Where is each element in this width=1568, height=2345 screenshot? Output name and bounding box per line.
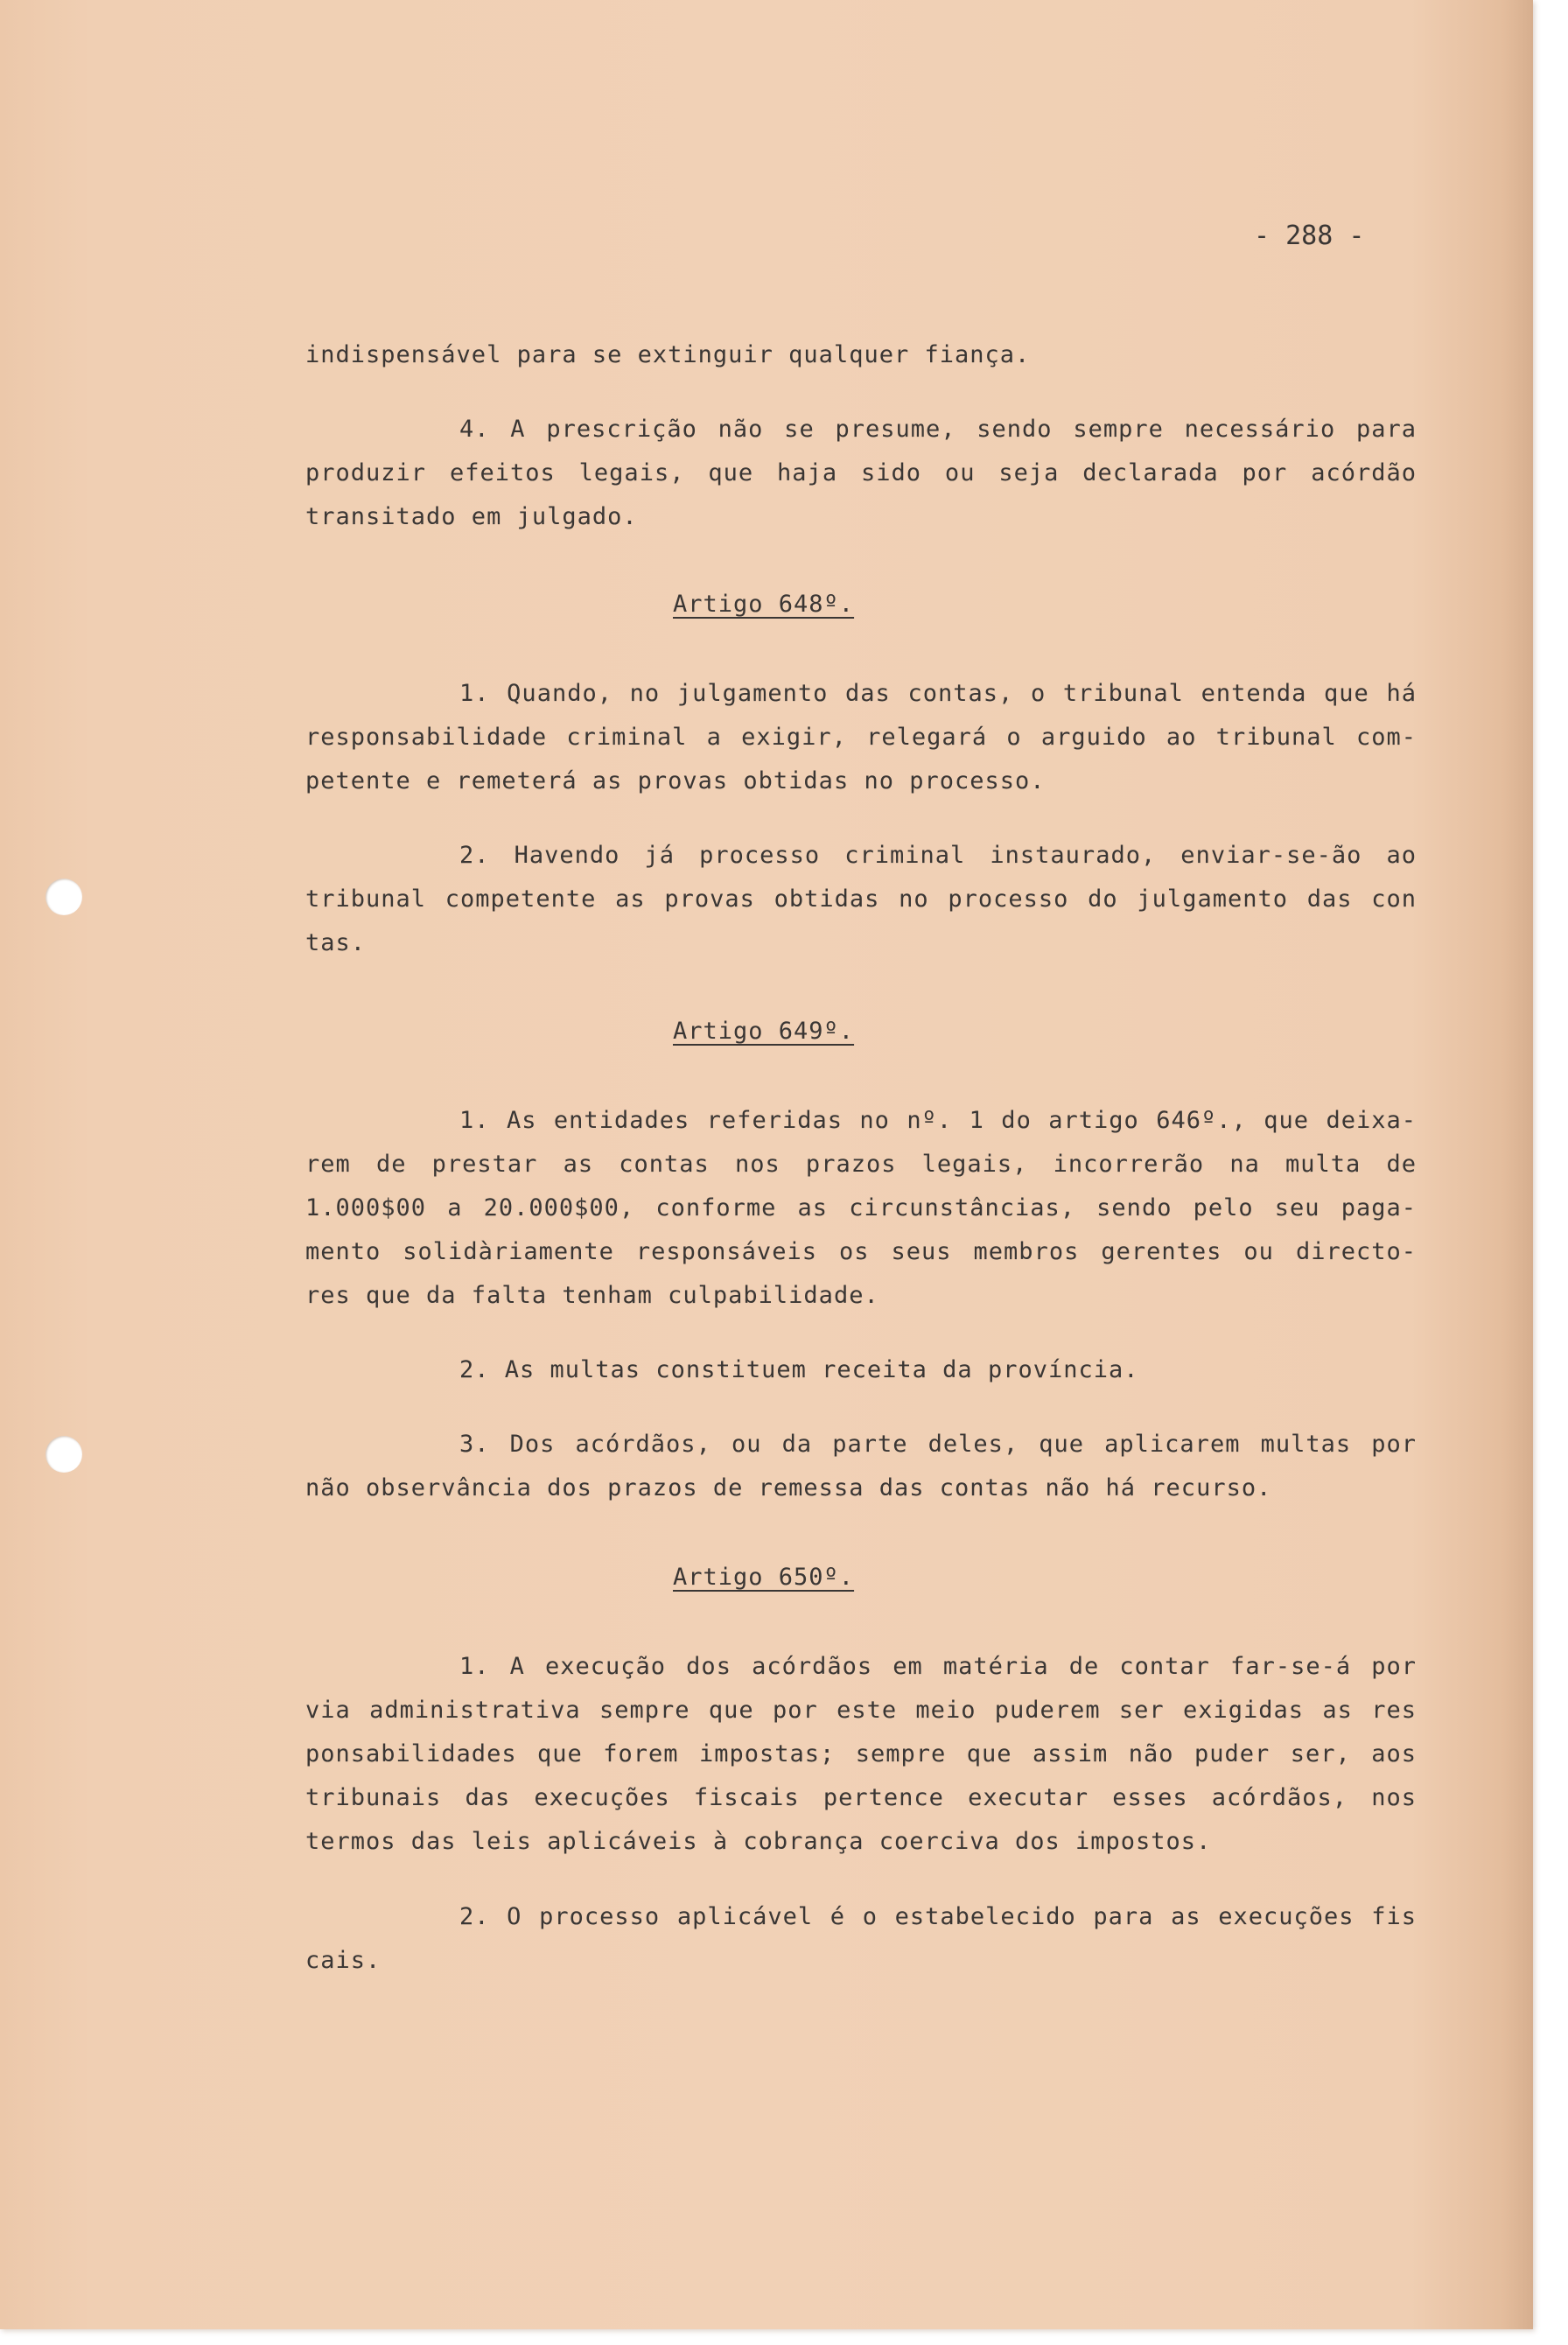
text-line: 2. As multas constituem receita da província. — [459, 1356, 1139, 1383]
text-line: 2. Havendo já processo criminal instaurado, enviar-se-ão ao — [459, 842, 1417, 869]
text-line: indispensável para se extinguir qualquer fiança. — [305, 341, 1031, 368]
text-line: 1. Quando, no julgamento das contas, o tribunal entenda que há — [459, 680, 1417, 707]
text-line: não observância dos prazos de remessa das contas não há recurso. — [305, 1474, 1272, 1502]
text-line: responsabilidade criminal a exigir, relegará o arguido ao tribunal com- — [305, 724, 1417, 751]
text-line: cais. — [305, 1947, 382, 1974]
punch-hole — [46, 878, 82, 915]
text-line: ponsabilidades que forem impostas; sempre que assim não puder ser, aos — [305, 1740, 1417, 1768]
text-line: 1. As entidades referidas no nº. 1 do artigo 646º., que deixa- — [459, 1107, 1417, 1134]
punch-hole — [46, 1436, 82, 1473]
article-heading-650: Artigo 650º. — [673, 1564, 855, 1591]
text-line: produzir efeitos legais, que haja sido ou seja declarada por acórdão — [305, 459, 1417, 486]
page-number: - 288 - — [1254, 220, 1365, 251]
text-line: via administrativa sempre que por este meio puderem ser exigidas as res — [305, 1697, 1417, 1724]
article-heading-649: Artigo 649º. — [673, 1018, 855, 1045]
text-line: rem de prestar as contas nos prazos legais, incorrerão na multa de — [305, 1151, 1417, 1178]
text-line: tas. — [305, 929, 367, 956]
text-line: termos das leis aplicáveis à cobrança coerciva dos impostos. — [305, 1828, 1212, 1855]
text-line: 4. A prescrição não se presume, sendo sempre necessário para — [459, 416, 1417, 443]
text-line: 2. O processo aplicável é o estabelecido para as execuções fis — [459, 1903, 1417, 1930]
text-line: 3. Dos acórdãos, ou da parte deles, que aplicarem multas por — [459, 1431, 1417, 1458]
text-line: tribunais das execuções fiscais pertence executar esses acórdãos, nos — [305, 1784, 1417, 1811]
text-line: 1. A execução dos acórdãos em matéria de contar far-se-á por — [459, 1653, 1417, 1680]
text-line: 1.000$00 a 20.000$00, conforme as circunstâncias, sendo pelo seu paga- — [305, 1194, 1417, 1222]
text-line: mento solidàriamente responsáveis os seus membros gerentes ou directo- — [305, 1238, 1417, 1265]
text-line: tribunal competente as provas obtidas no processo do julgamento das con — [305, 886, 1417, 913]
text-line: transitado em julgado. — [305, 503, 638, 530]
text-line: petente e remeterá as provas obtidas no processo. — [305, 767, 1046, 794]
article-heading-648: Artigo 648º. — [673, 591, 855, 618]
text-line: res que da falta tenham culpabilidade. — [305, 1282, 879, 1309]
